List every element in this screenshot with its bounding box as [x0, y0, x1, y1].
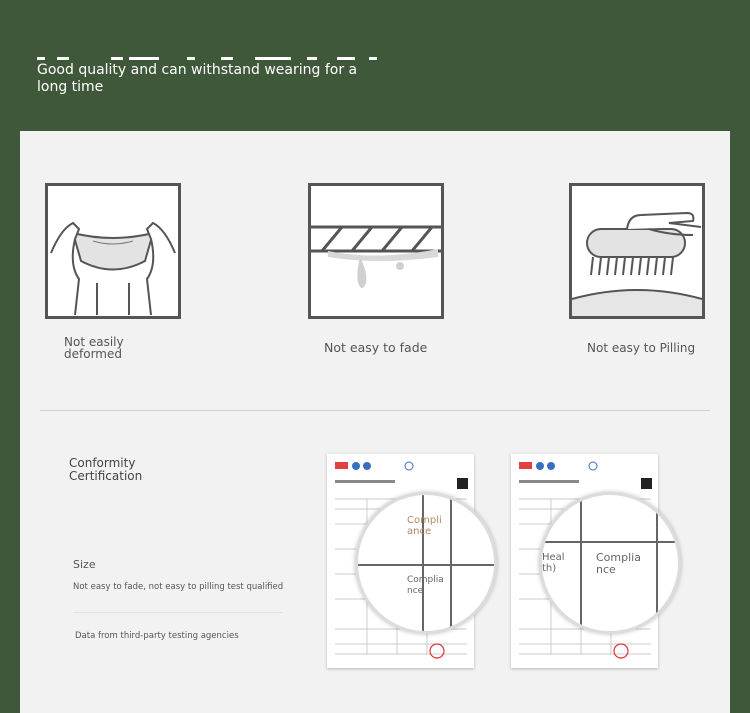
- size-description: Not easy to fade, not easy to pilling test qualified: [73, 582, 284, 592]
- thin-divider: [73, 612, 283, 613]
- feature-label-pilling: Not easy to Pilling: [587, 341, 696, 355]
- feature-label-deformed: Not easily deformed: [64, 335, 124, 361]
- mag-text-compliance: Compli ance: [407, 515, 442, 537]
- mag-text-compliance-3: Complia nce: [596, 551, 641, 576]
- magnifier-circle: [355, 492, 497, 634]
- size-label: Size: [73, 558, 96, 571]
- wringing-fabric-icon: [308, 183, 444, 319]
- mag-text-compliance-2: Complia nce: [407, 575, 444, 596]
- agency-note: Data from third-party testing agencies: [75, 631, 239, 641]
- content-panel: [20, 131, 730, 713]
- headline: Good quality and can withstand wearing for a long time: [37, 62, 358, 95]
- brush-icon: [569, 183, 705, 319]
- cert-title: Conformity Certification: [69, 456, 143, 483]
- feature-label-fade: Not easy to fade: [324, 340, 428, 355]
- header-obscured-text: [37, 48, 397, 60]
- stretched-garment-icon: [45, 183, 181, 319]
- mag-text-health: Heal th): [542, 552, 565, 574]
- section-divider: [40, 410, 710, 411]
- magnifier-circle: [539, 492, 681, 634]
